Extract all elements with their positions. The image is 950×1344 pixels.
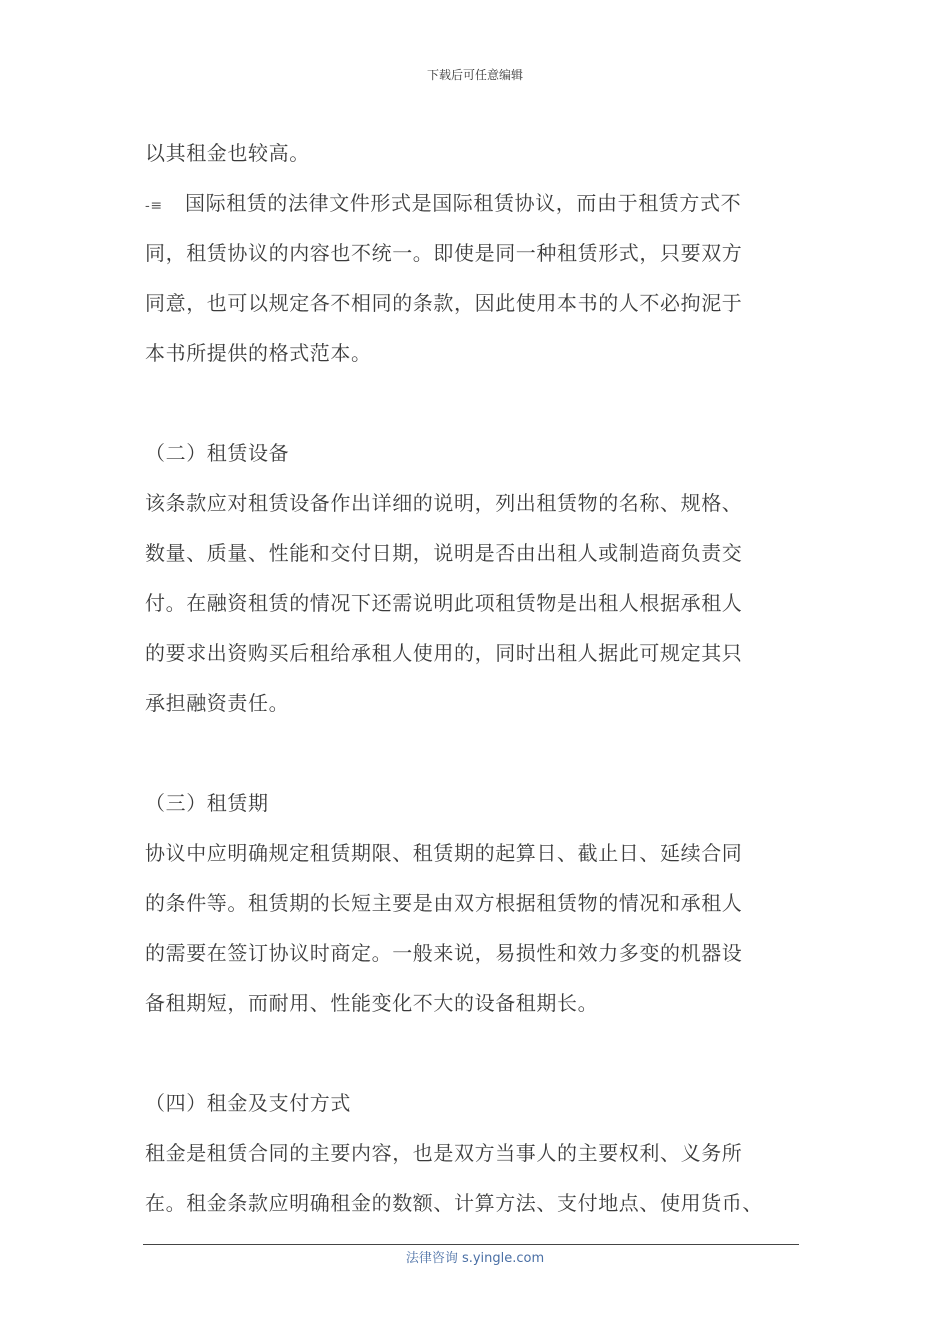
page-header: 下载后可任意编辑 bbox=[426, 68, 523, 82]
body-line: 的需要在签订协议时商定。一般来说，易损性和效力多变的机器设 bbox=[145, 941, 743, 965]
body-line: 租金是租赁合同的主要内容，也是双方当事人的主要权利、义务所 bbox=[145, 1141, 743, 1165]
section-heading-rent-payment: （四）租金及支付方式 bbox=[145, 1091, 351, 1115]
body-line: 备租期短，而耐用、性能变化不大的设备租期长。 bbox=[145, 991, 599, 1015]
body-line: 的条件等。租赁期的长短主要是由双方根据租赁物的情况和承租人 bbox=[145, 891, 743, 915]
body-line: 该条款应对租赁设备作出详细的说明，列出租赁物的名称、规格、 bbox=[145, 491, 743, 515]
body-line: 承担融资责任。 bbox=[145, 691, 290, 715]
body-line: 数量、质量、性能和交付日期，说明是否由出租人或制造商负责交 bbox=[145, 541, 743, 565]
body-line: 同意，也可以规定各不相同的条款，因此使用本书的人不必拘泥于 bbox=[145, 291, 743, 315]
body-line: 本书所提供的格式范本。 bbox=[145, 341, 372, 365]
body-line: 的要求出资购买后租给承租人使用的，同时出租人据此可规定其只 bbox=[145, 641, 743, 665]
list-marker: -≡ bbox=[145, 198, 163, 214]
body-line: 以其租金也较高。 bbox=[145, 141, 310, 165]
footer-link[interactable]: 法律咨询 s.yingle.com bbox=[405, 1251, 545, 1266]
body-line: 协议中应明确规定租赁期限、租赁期的起算日、截止日、延续合同 bbox=[145, 841, 743, 865]
body-line: 付。在融资租赁的情况下还需说明此项租赁物是出租人根据承租人 bbox=[145, 591, 743, 615]
body-line bbox=[145, 178, 805, 228]
section-heading-equipment: （二）租赁设备 bbox=[145, 441, 290, 465]
section-heading-lease-term: （三）租赁期 bbox=[145, 791, 269, 815]
document-body bbox=[145, 128, 805, 1228]
body-line-text: 国际租赁的法律文件形式是国际租赁协议，而由于租赁方式不 bbox=[185, 191, 742, 215]
body-line: 同，租赁协议的内容也不统一。即使是同一种租赁形式，只要双方 bbox=[145, 241, 743, 265]
footer-divider bbox=[143, 1244, 799, 1245]
body-line: 在。租金条款应明确租金的数额、计算方法、支付地点、使用货币、 bbox=[145, 1191, 763, 1215]
